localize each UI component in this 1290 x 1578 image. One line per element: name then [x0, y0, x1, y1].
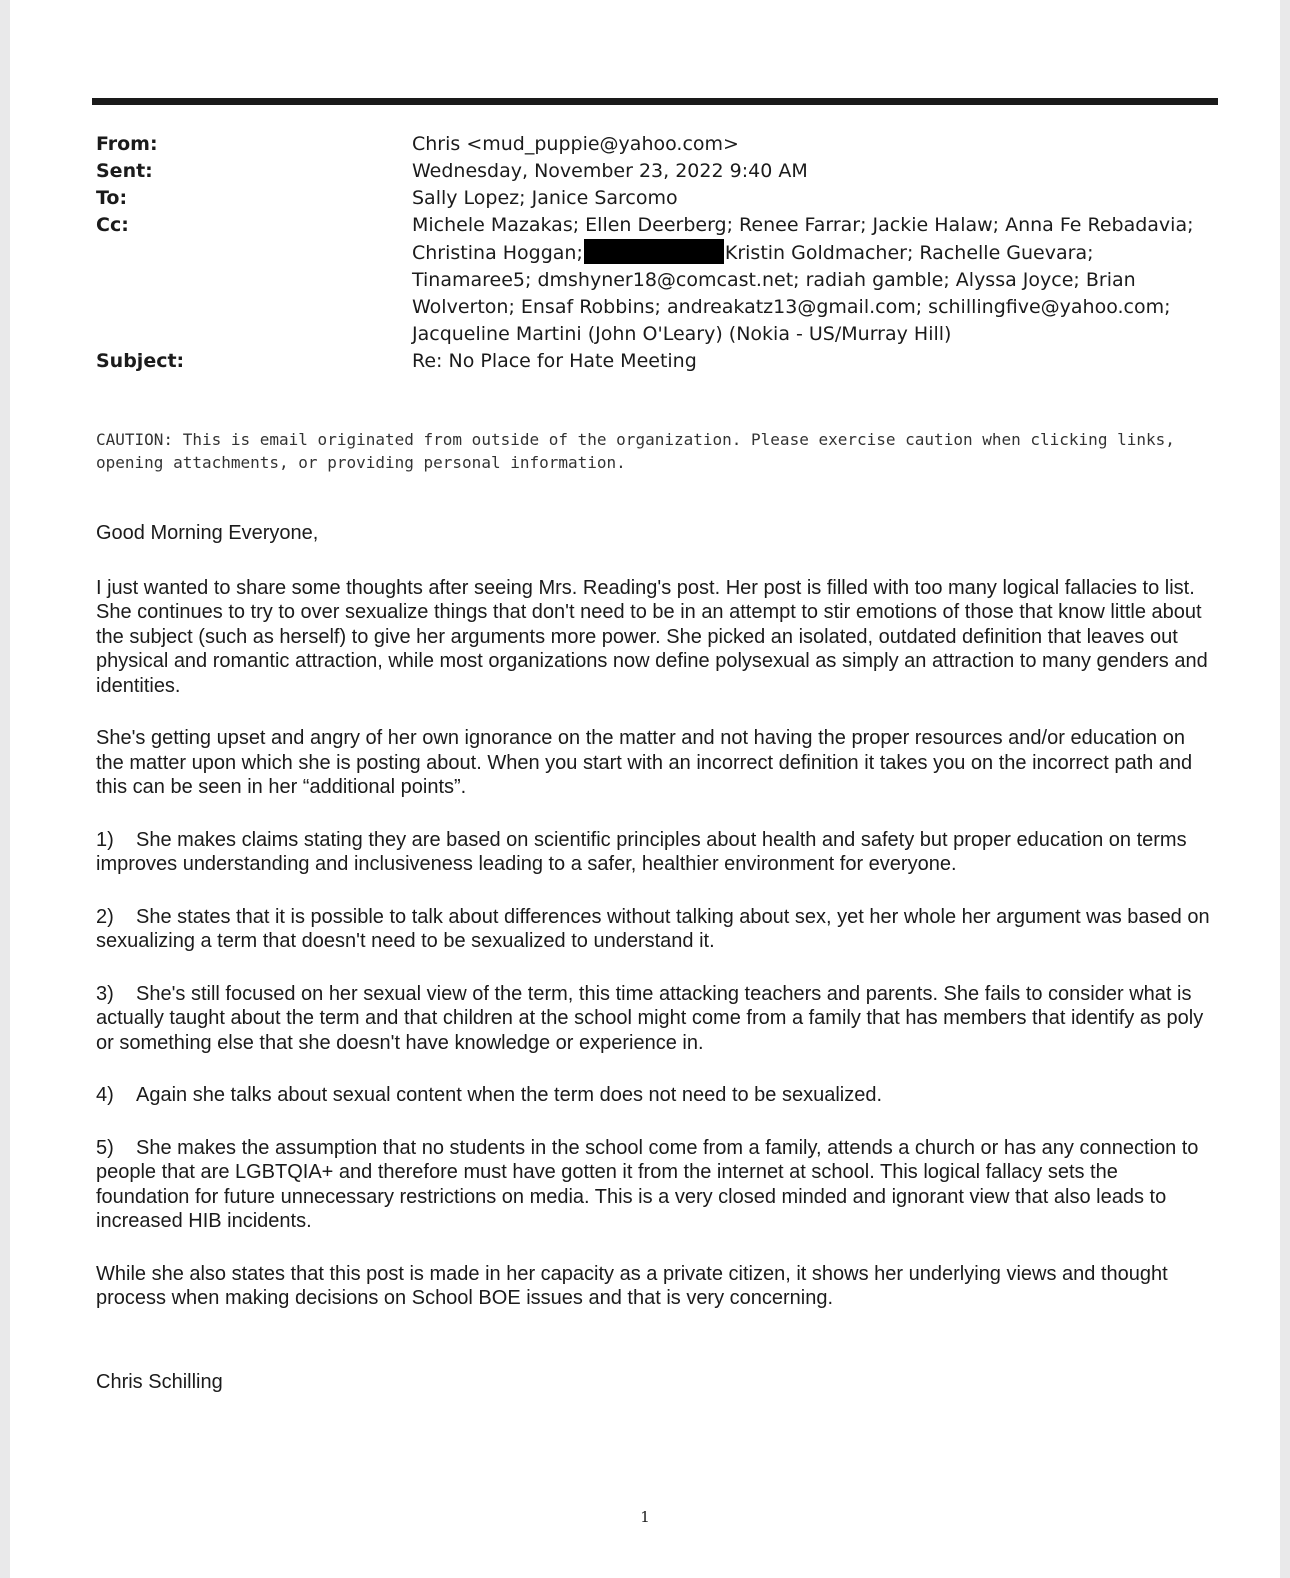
point-item	[96, 828, 1211, 877]
point-item	[96, 1136, 1211, 1234]
to-value: Sally Lopez; Janice Sarcomo	[412, 187, 678, 209]
closing-paragraph: While she also states that this post is made in her capacity as a private citizen, it shows her underlying views and thought process when making decisions on School BOE issues and that is very concerning.	[96, 1262, 1168, 1309]
point-number: 2)	[96, 905, 114, 928]
point-number: 1)	[96, 828, 114, 851]
greeting: Good Morning Everyone,	[96, 522, 319, 544]
paragraph-1: I just wanted to share some thoughts after seeing Mrs. Reading's post. Her post is filled with too many logical fallacies to list. She continues to try to over sexualize things that don't need to be in an attempt to stir emotions of those that know little about the subject (such as herself) to give her arguments more power. She picked an isolated, outdated definition that leaves out physical and romantic attraction, while most organizations now define polysexual as simply an attraction to many genders and identities.	[96, 576, 1208, 697]
point-item	[96, 1083, 1211, 1108]
cc-value	[412, 212, 1216, 348]
point-text: She's still focused on her sexual view of the term, this time attacking teachers and parents. She fails to consider what is actually taught about the term and that children at the school might come from a family that has members that identify as poly or something else that she doesn't have knowledge or experience in.	[96, 982, 1204, 1054]
point-item	[96, 982, 1211, 1056]
point-number: 3)	[96, 982, 114, 1005]
point-item	[96, 905, 1211, 954]
point-number: 4)	[96, 1084, 114, 1106]
sent-label: Sent:	[96, 160, 153, 182]
point-text: She makes claims stating they are based on scientific principles about health and safety but proper education on terms improves understanding and inclusiveness leading to a safer, healthier environment for everyone.	[96, 828, 1187, 875]
paragraph-2: She's getting upset and angry of her own ignorance on the matter and not having the proper resources and/or education on the matter upon which she is posting about. When you start with an incorrect definition it takes you on the incorrect path and this can be seen in her “additional points”.	[96, 727, 1193, 798]
point-text: She makes the assumption that no students in the school come from a family, attends a church or has any connection to people that are LGBTQIA+ and therefore must have gotten it from the internet at school. This logical fallacy sets the foundation for future unnecessary restrictions on media. This is a very closed minded and ignorant view that also leads to increased HIB incidents.	[96, 1136, 1199, 1232]
to-row	[96, 185, 1216, 212]
point-text: Again she talks about sexual content when the term does not need to be sexualized.	[136, 1084, 883, 1106]
caution-notice: CAUTION: This is email originated from outside of the organization. Please exercise caution when clicking links, opening attachments, or providing personal information.	[96, 430, 1175, 472]
sent-value: Wednesday, November 23, 2022 9:40 AM	[412, 160, 808, 182]
document-page	[10, 0, 1280, 1578]
point-number: 5)	[96, 1136, 114, 1159]
page-number: 1	[640, 1508, 650, 1526]
subject-value: Re: No Place for Hate Meeting	[412, 350, 697, 372]
cc-label: Cc:	[96, 214, 129, 236]
subject-row	[96, 348, 1216, 375]
subject-label: Subject:	[96, 350, 185, 372]
point-text: She states that it is possible to talk about differences without talking about sex, yet her whole her argument was based on sexualizing a term that doesn't need to be sexualized to understand it.	[96, 905, 1210, 952]
cc-recipients-before: Michele Mazakas; Ellen Deerberg; Renee Farrar; Jackie Halaw; Anna Fe Rebadavia; Christina Hoggan;	[412, 214, 1194, 264]
from-value: Chris <mud_puppie@yahoo.com>	[412, 133, 739, 155]
from-label: From:	[96, 133, 158, 155]
sent-row	[96, 158, 1216, 185]
cc-recipients-after: Kristin Goldmacher; Rachelle Guevara; Tinamaree5; dmshyner18@comcast.net; radiah gamble; Alyssa Joyce; Brian Wolverton; Ensaf Robbins; andreakatz13@gmail.com; schillingfive@yahoo.com; Jacqueline Martini (John O'Leary) (Nokia - US/Murray Hill)	[412, 242, 1171, 345]
email-header	[96, 131, 1216, 375]
email-body	[96, 521, 1211, 1339]
to-label: To:	[96, 187, 128, 209]
cc-row	[96, 212, 1216, 348]
signature: Chris Schilling	[96, 1371, 223, 1393]
redaction-bar	[584, 239, 724, 264]
from-row	[96, 131, 1216, 158]
header-rule	[92, 98, 1218, 105]
